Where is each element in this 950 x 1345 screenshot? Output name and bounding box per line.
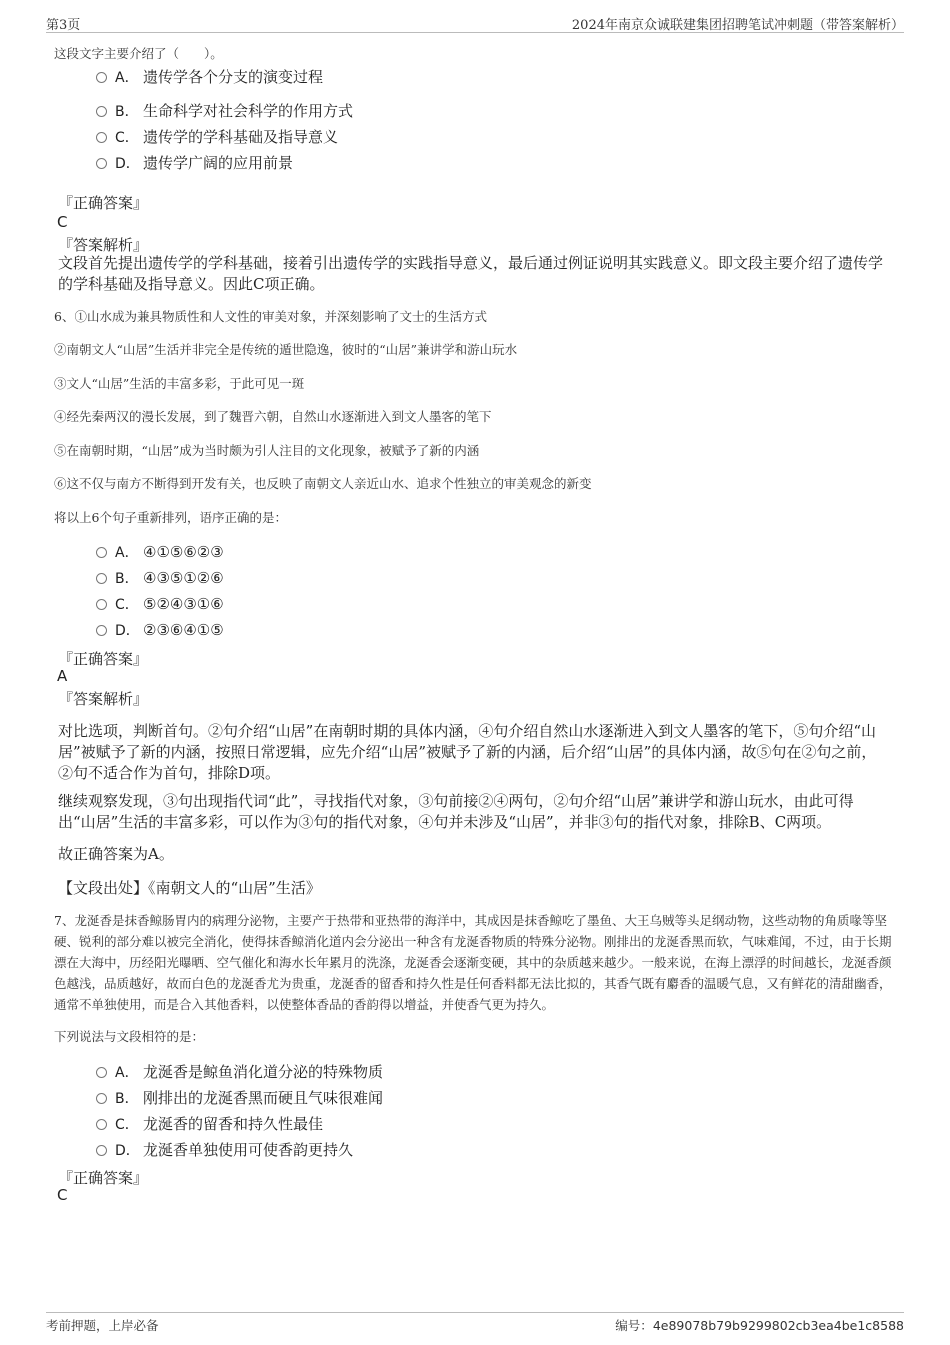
q7-option-d[interactable]: D． 龙涎香单独使用可使香韵更持久: [96, 1139, 353, 1160]
document-title: 2024年南京众诚联建集团招聘笔试冲刺题（带答案解析）: [571, 18, 904, 33]
radio-icon[interactable]: [96, 1093, 107, 1104]
q6-sentence-3: ③文人“山居”生活的丰富多彩，于此可见一斑: [54, 376, 305, 391]
q6-sentence-2: ②南朝文人“山居”生活并非完全是传统的遁世隐逸，彼时的“山居”兼讲学和游山玩水: [54, 342, 518, 357]
radio-icon[interactable]: [96, 573, 107, 584]
radio-icon[interactable]: [96, 599, 107, 610]
q6-sentence-4: ④经先秦两汉的漫长发展，到了魏晋六朝，自然山水逐渐进入到文人墨客的笔下: [54, 409, 492, 424]
q6-option-c[interactable]: C． ⑤②④③①⑥: [96, 594, 224, 614]
q6-answer: A: [57, 667, 68, 685]
q6-option-d[interactable]: D． ②③⑥④①⑤: [96, 620, 224, 640]
radio-icon[interactable]: [96, 72, 107, 83]
radio-icon[interactable]: [96, 1119, 107, 1130]
radio-icon[interactable]: [96, 1067, 107, 1078]
q6-answer-label: 『正确答案』: [58, 650, 149, 668]
q6-analysis-p1: 对比选项，判断首句。②句介绍“山居”在南朝时期的具体内涵，④句介绍自然山水逐渐进入到文人墨客的笔下，⑤句介绍“山居”被赋予了新的内涵，按照日常逻辑，应先介绍“山居”被赋予了新的内涵，后介绍“山居”的具体内涵，故⑤句在②句之前，②句不适合作为首句，排除D项。: [58, 722, 877, 782]
q5-option-c[interactable]: C． 遗传学的学科基础及指导意义: [96, 126, 338, 147]
q6-stem: 将以上6个句子重新排列，语序正确的是：: [54, 510, 287, 525]
q5-stem: 这段文字主要介绍了（ ）。: [54, 46, 223, 61]
q6-analysis-p3: 故正确答案为A。: [58, 845, 174, 863]
q7-option-a[interactable]: A． 龙涎香是鲸鱼消化道分泌的特殊物质: [96, 1061, 383, 1082]
q7-option-c[interactable]: C． 龙涎香的留香和持久性最佳: [96, 1113, 323, 1134]
q7-option-b[interactable]: B． 刚排出的龙涎香黑而硬且气味很难闻: [96, 1087, 383, 1108]
radio-icon[interactable]: [96, 547, 107, 558]
q7-passage: 7、龙涎香是抹香鲸肠胃内的病理分泌物，主要产于热带和亚热带的海洋中，其成因是抹香鲸吃了墨鱼、大王乌贼等头足纲动物，这些动物的角质喙等坚硬、锐利的部分难以被完全消化，使得抹香鲸消化道内会分泌出一种含有龙涎香物质的特殊分泌物。刚排出的龙涎香黑而软，气味难闻，不过，由于长期漂在大海中，历经阳光曝晒、空气催化和海水长年累月的洗涤，龙涎香会逐渐变硬，其中的杂质越来越少。一般来说，在海上漂浮的时间越长，龙涎香颜色越浅，品质越好，故而白色的龙涎香尤为贵重，龙涎香的留香和持久性是任何香料都无法比拟的，其香气既有麝香的温暖气息，又有鲜花的清甜幽香，通常不单独使用，而是合入其他香料，以使整体香品的香韵得以增益，并使香气更为持久。: [54, 913, 892, 1012]
page-number: 第3页: [46, 18, 81, 33]
q7-stem: 下列说法与文段相符的是：: [54, 1029, 205, 1044]
q5-option-d[interactable]: D． 遗传学广阔的应用前景: [96, 152, 293, 173]
page-footer: [46, 1312, 904, 1335]
radio-icon[interactable]: [96, 158, 107, 169]
footer-slogan: 考前押题，上岸必备: [46, 1318, 159, 1333]
q5-analysis: 文段首先提出遗传学的学科基础，接着引出遗传学的实践指导意义，最后通过例证说明其实践意义。即文段主要介绍了遗传学的学科基础及指导意义。因此C项正确。: [58, 254, 884, 293]
radio-icon[interactable]: [96, 132, 107, 143]
q6-analysis-label: 『答案解析』: [58, 690, 149, 708]
radio-icon[interactable]: [96, 625, 107, 636]
radio-icon[interactable]: [96, 1145, 107, 1156]
radio-icon[interactable]: [96, 106, 107, 117]
q7-answer-label: 『正确答案』: [58, 1169, 149, 1187]
q5-option-b[interactable]: B． 生命科学对社会科学的作用方式: [96, 100, 353, 121]
q6-analysis-p2: 继续观察发现，③句出现指代词“此”，寻找指代对象，③句前接②④两句，②句介绍“山居”兼讲学和游山玩水，由此可得出“山居”生活的丰富多彩，可以作为③句的指代对象，④句并未涉及“山居”，并非③句的指代对象，排除B、C两项。: [58, 792, 854, 831]
q7-answer: C: [57, 1186, 68, 1204]
q6-sentence-1: 6、①山水成为兼具物质性和人文性的审美对象，并深刻影响了文士的生活方式: [54, 309, 487, 324]
document-code: 编号：4e89078b79b9299802cb3ea4be1c8588: [615, 1318, 904, 1333]
q6-option-a[interactable]: A． ④①⑤⑥②③: [96, 542, 224, 562]
q6-sentence-5: ⑤在南朝时期，“山居”成为当时颇为引人注目的文化现象，被赋予了新的内涵: [54, 443, 480, 458]
q5-answer: C: [57, 213, 68, 231]
q5-answer-label: 『正确答案』: [58, 194, 149, 212]
q6-sentence-6: ⑥这不仅与南方不断得到开发有关，也反映了南朝文人亲近山水、追求个性独立的审美观念的新变: [54, 476, 592, 491]
q6-option-b[interactable]: B． ④③⑤①②⑥: [96, 568, 224, 588]
page-header: [46, 12, 904, 33]
q6-source: 【文段出处】《南朝文人的“山居”生活》: [58, 879, 321, 897]
q5-option-a[interactable]: A． 遗传学各个分支的演变过程: [96, 66, 323, 87]
q5-analysis-label: 『答案解析』: [58, 236, 149, 254]
